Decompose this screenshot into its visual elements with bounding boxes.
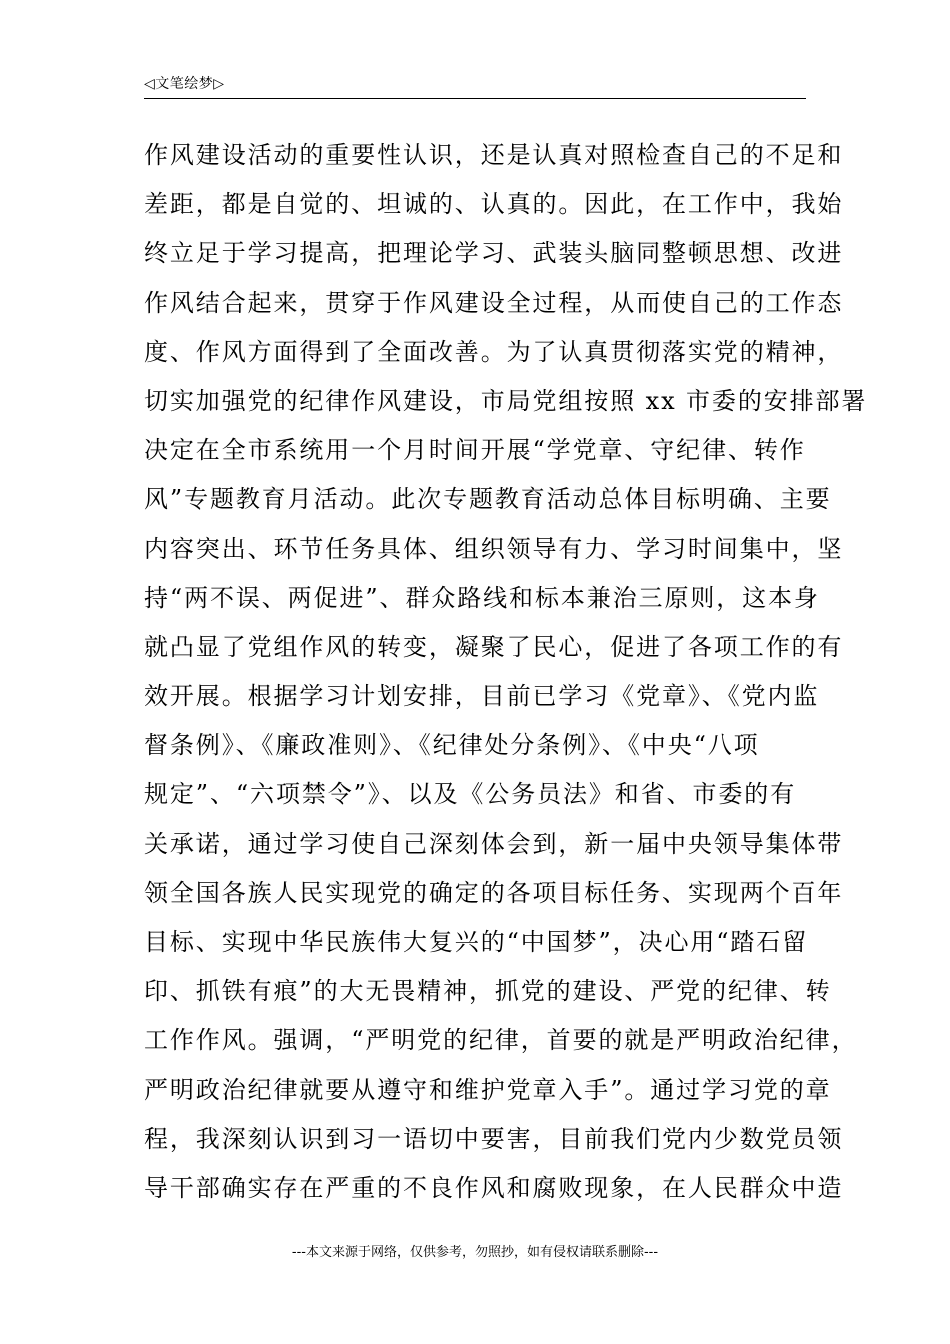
- text-line: 持“两不误、两促进”、群众路线和标本兼治三原则，这本身: [144, 583, 820, 612]
- text-line: 关承诺，通过学习使自己深刻体会到，新一届中央领导集体带: [144, 829, 844, 858]
- text-line: 就凸显了党组作风的转变，凝聚了民心，促进了各项工作的有: [144, 632, 844, 661]
- text-line: 作风建设活动的重要性认识，还是认真对照检查自己的不足和: [144, 141, 844, 169]
- text-line: 度、作风方面得到了全面改善。为了认真贯彻落实党的精神，: [144, 337, 844, 366]
- text-line: 差距，都是自觉的、坦诚的、认真的。因此，在工作中，我始: [144, 190, 844, 219]
- document-body: [144, 131, 868, 1213]
- text-line: 领全国各族人民实现党的确定的各项目标任务、实现两个百年: [144, 878, 844, 907]
- text-line: 严明政治纪律就要从遵守和维护党章入手”。通过学习党的章: [144, 1075, 832, 1104]
- text-line: 终立足于学习提高，把理论学习、武装头脑同整顿思想、改进: [144, 239, 844, 268]
- text-line: 内容突出、环节任务具体、组织领导有力、学习时间集中，坚: [144, 534, 844, 563]
- text-line: 工作作风。强调，“严明党的纪律，首要的就是严明政治纪律，: [144, 1026, 858, 1055]
- text-line: 效开展。根据学习计划安排，目前已学习《党章》、《党内监: [144, 682, 820, 711]
- text-line: 风”专题教育月活动。此次专题教育活动总体目标明确、主要: [144, 485, 832, 514]
- text-line: 导干部确实存在严重的不良作风和腐败现象，在人民群众中造: [144, 1173, 844, 1202]
- footer-disclaimer: ---本文来源于网络，仅供参考，勿照抄，如有侵权请联系删除---: [291, 1245, 659, 1260]
- header-title: ◁文笔绘梦▷: [144, 76, 225, 92]
- text-line: 规定”、“六项禁令”》、以及《公务员法》和省、市委的有: [144, 780, 797, 809]
- text-line: 作风结合起来，贯穿于作风建设全过程，从而使自己的工作态: [144, 288, 844, 317]
- page-header: [144, 74, 806, 99]
- text-line: 印、抓铁有痕”的大无畏精神，抓党的建设、严党的纪律、转: [144, 977, 832, 1006]
- text-line: 切实加强党的纪律作风建设，市局党组按照 xx 市委的安排部署: [144, 386, 868, 415]
- text-line: 督条例》、《廉政准则》、《纪律处分条例》、《中央“八项: [144, 731, 760, 760]
- text-line: 程，我深刻认识到习一语切中要害，目前我们党内少数党员领: [144, 1124, 844, 1153]
- page-footer: [0, 1244, 950, 1262]
- text-line: 目标、实现中华民族伟大复兴的“中国梦”，决心用“踏石留: [144, 928, 809, 956]
- text-line: 决定在全市系统用一个月时间开展“学党章、守纪律、转作: [144, 436, 806, 465]
